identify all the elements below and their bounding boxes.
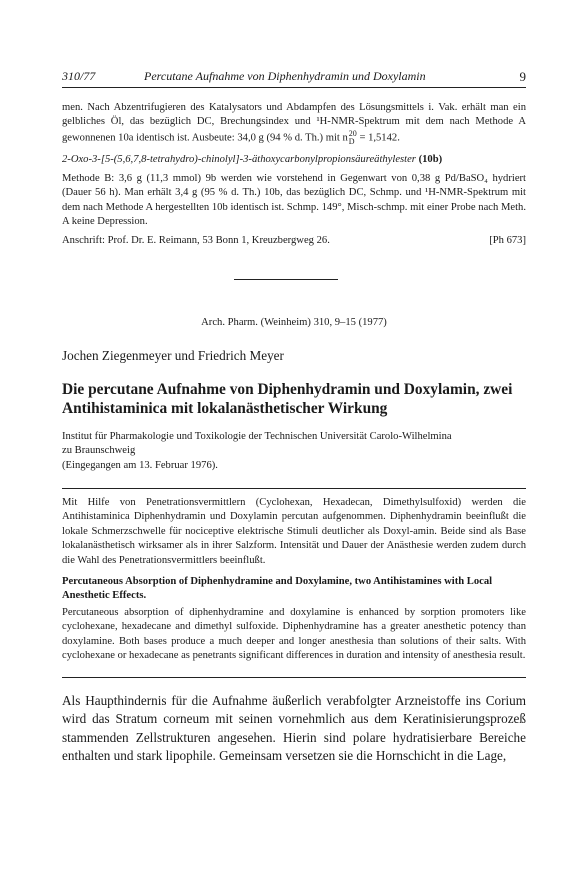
abstract-top-rule <box>62 488 526 489</box>
article-separator <box>234 279 338 280</box>
running-title: Percutane Aufnahme von Diphenhydramin und Doxylamin <box>144 69 426 83</box>
address-line <box>62 234 526 248</box>
english-title: Percutaneous Absorption of Diphenhydramine and Doxylamine, two Antihistamines with Local Anesthetic Effects. <box>62 576 493 602</box>
paragraph-text: men. Nach Abzentrifugieren des Katalysators und Abdampfen des Lösungsmittels i. Vak. erhält man ein gelbliches Öl, das bezüglich DC, Brechungsindex und ¹H-NMR-Spektrum mit dem nach Methode A gewonnenen 10a identisch ist. Ausbeute: 34,0 g (94 % d. Th.) mit n <box>62 102 526 144</box>
body-paragraph: Als Haupthindernis für die Aufnahme äußerlich verabfolgter Arzneistoffe ins Corium wird das Stratum corneum mit seinen vornehmlich aus dem Keratinisierungsprozeß stammenden Zellstrukturen angesehen. Hierin sind polare hydratisierbare Bereiche enthalten und stark lipophile. Gemeinsam versetzen sie die Hornschicht in die Lage, <box>62 693 526 764</box>
compound-heading <box>62 153 526 167</box>
header-rule <box>62 87 526 88</box>
citation: Arch. Pharm. (Weinheim) 310, 9–15 (1977) <box>201 317 387 328</box>
method-b-paragraph: Methode B: 3,6 g (11,3 mmol) 9b werden wie vorstehend in Gegenwart von 0,38 g Pd/BaSO₄ hydriert (Dauer 56 h). Man erhält 3,4 g (95 % d. Th.) 10b, das bezüglich DC, Schmp. und ¹H-NMR-Spektrum mit dem nach Methode A hergestellten 10b identisch ist. Schmp. 149°, Misch-schmp. mit einer Probe nach Meth. A keine Depression. <box>62 173 526 228</box>
affiliation <box>62 430 526 473</box>
affiliation-line-2: zu Braunschweig <box>62 445 136 457</box>
refractive-index-sup <box>349 130 357 146</box>
affiliation-line-1: Institut für Pharmakologie und Toxikologie der Technischen Universität Carolo-Wilhelmina <box>62 431 452 442</box>
running-head <box>62 69 526 85</box>
article-title: Die percutane Aufnahme von Diphenhydramin und Doxylamin, zwei Antihistaminica mit lokalanästhetischer Wirkung <box>62 381 513 417</box>
abstract-bottom-rule <box>62 677 526 678</box>
compound-id: (10b) <box>418 154 443 165</box>
abstract-german: Mit Hilfe von Penetrationsvermittlern (Cyclohexan, Hexadecan, Dimethylsulfoxid) werden die Antihistaminica Diphenhydramin und Doxylamin percutan aufgenommen. Diphenhydramin beeinflußt die lokale Schmerzschwelle für nociceptive elektrische Stimuli deutlicher als Doxyl-amin. Beide sind als Base lokalanästhetisch wirksamer als in ihrer Salzform. Intensität und Dauer der Anästhesie werden zudem durch die Wahl des Penetrationsvermittlers beeinflußt. <box>62 497 526 566</box>
reference-code: [Ph 673] <box>489 235 526 246</box>
authors: Jochen Ziegenmeyer und Friedrich Meyer <box>62 348 284 363</box>
abstract-english: Percutaneous absorption of diphenhydramine and doxylamine is enhanced by sorption promoters like cyclohexane, hexadecane and dimethyl sulfoxide. Diphenhydramine has a greater anesthetic potency than doxylamine. Both bases produce a much deeper and longer anesthesia than solutions of their salts. With cyclohexane or hexadecane as penetrants significant differences in duration and intensity of anesthesia result. <box>62 607 526 662</box>
previous-article-paragraph <box>62 101 526 146</box>
refractive-index-value: = 1,5142. <box>356 132 400 144</box>
refr-sub-value: D <box>348 136 355 146</box>
volume-issue: 310/77 <box>62 69 96 83</box>
received-date: (Eingegangen am 13. Februar 1976). <box>62 459 218 471</box>
compound-name: 2-Oxo-3-[5-(5,6,7,8-tetrahydro)-chinolyl]-3-äthoxycarbonylpropionsäureäthylester <box>62 154 416 165</box>
refr-sup-value: 20 <box>348 128 357 138</box>
address-text: Anschrift: Prof. Dr. E. Reimann, 53 Bonn 1, Kreuzbergweg 26. <box>62 235 330 246</box>
page-number: 9 <box>519 69 526 84</box>
